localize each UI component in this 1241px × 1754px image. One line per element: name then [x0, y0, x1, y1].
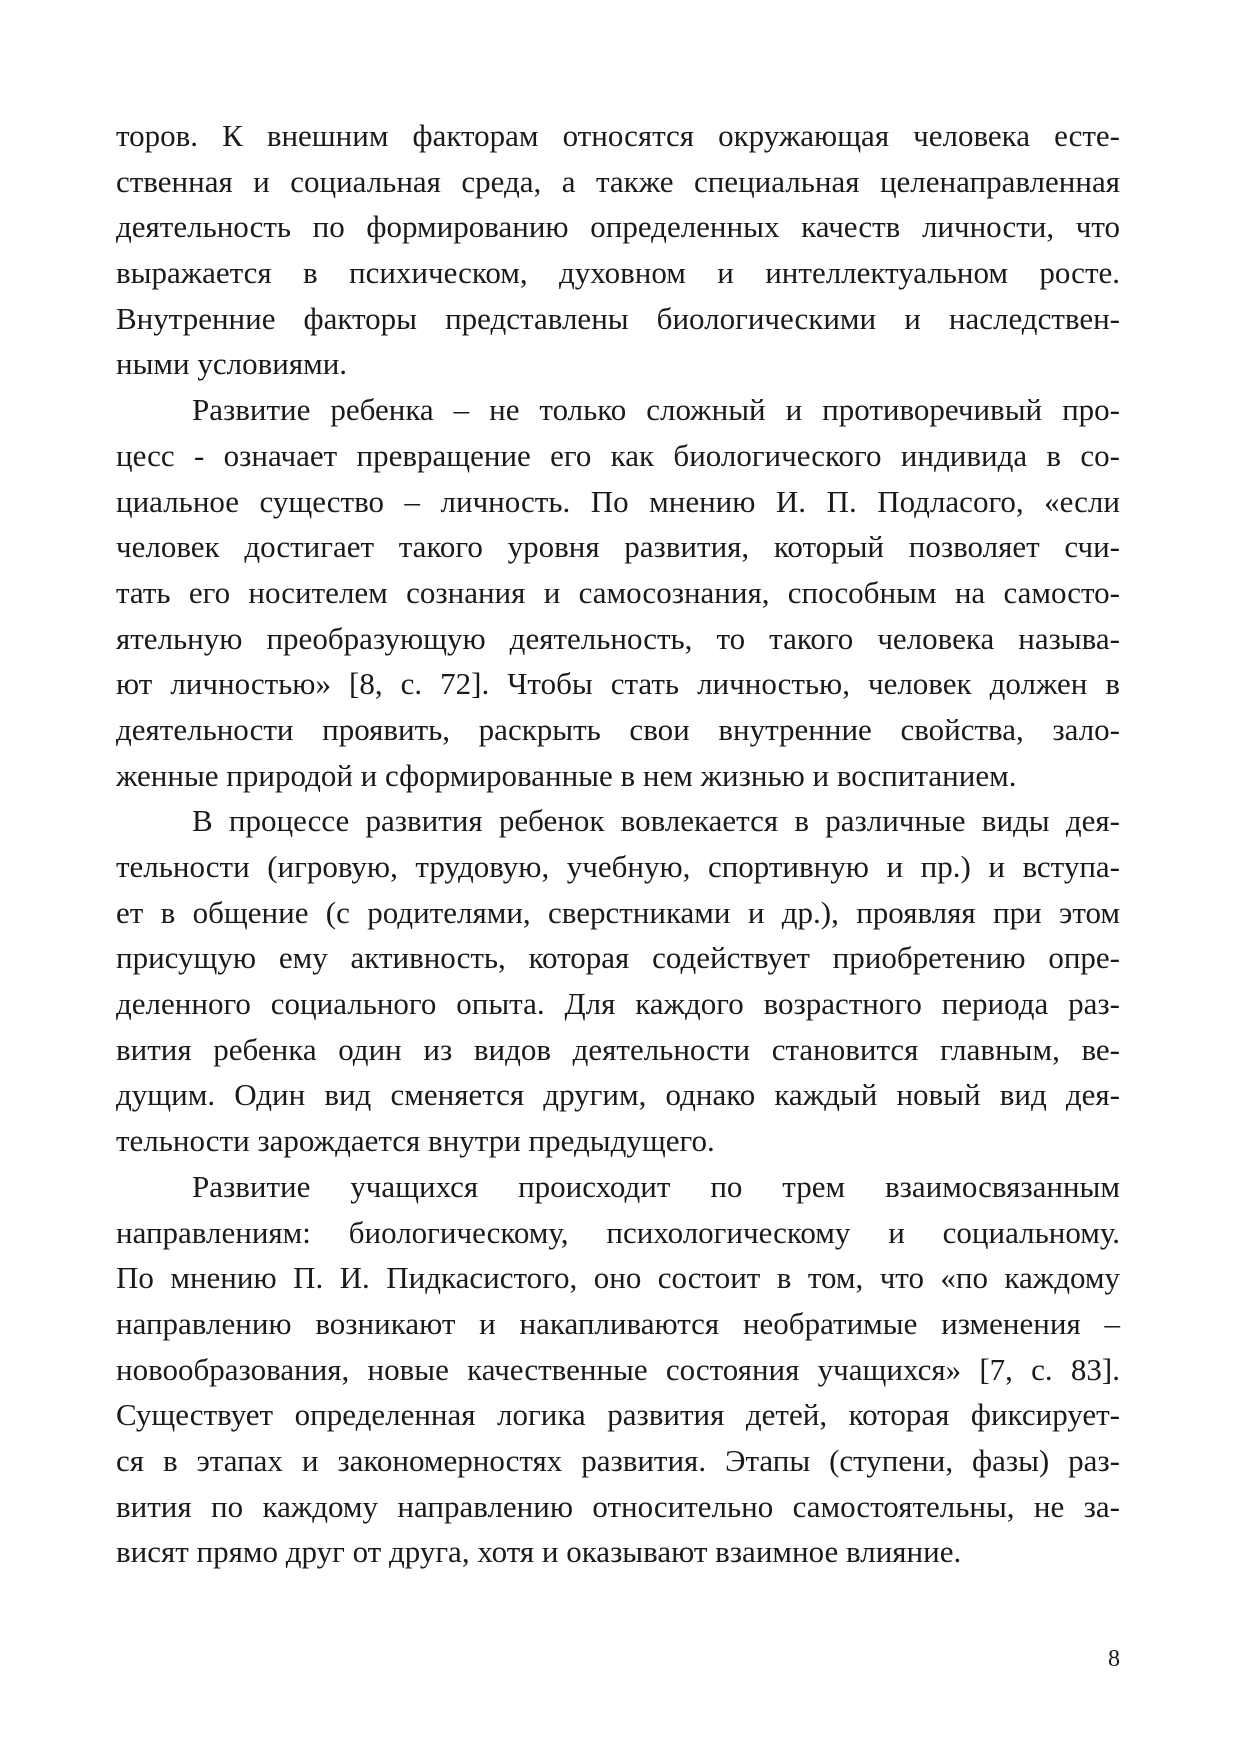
text-line: направлениям: биологическому, психологическому и социальному. — [116, 1214, 1120, 1250]
text-line: ся в этапах и закономерностях развития. Этапы (ступени, фазы) раз- — [116, 1442, 1120, 1478]
text-line: висят прямо друг от друга, хотя и оказывают взаимное влияние. — [116, 1534, 962, 1570]
text-line: тельности зарождается внутри предыдущего. — [116, 1123, 715, 1159]
body-text — [116, 113, 1120, 1575]
text-line: присущую ему активность, которая содействует приобретению опре- — [116, 940, 1120, 976]
text-line: По мнению П. И. Пидкасистого, оно состоит в том, что «по каждому — [116, 1260, 1120, 1296]
text-line: тельности (игровую, трудовую, учебную, спортивную и пр.) и вступа- — [116, 849, 1120, 884]
text-line: ют личностью» [8, с. 72]. Чтобы стать личностью, человек должен в — [116, 666, 1120, 702]
text-line: ятельную преобразующую деятельность, то такого человека называ- — [116, 620, 1120, 656]
text-line: тать его носителем сознания и самосознания, способным на самосто- — [116, 574, 1120, 610]
text-line: В процессе развития ребенок вовлекается в различные виды дея- — [192, 803, 1120, 839]
text-line: цесс - означает превращение его как биологического индивида в со- — [116, 437, 1120, 473]
text-line: ет в общение (с родителями, сверстниками и др.), проявляя при этом — [116, 894, 1120, 930]
text-line: человек достигает такого уровня развития, который позволяет счи- — [116, 529, 1120, 565]
text-line: дущим. Один вид сменяется другим, однако каждый новый вид дея- — [116, 1077, 1120, 1113]
text-line: ственная и социальная среда, а также специальная целенаправленная — [116, 163, 1120, 199]
text-line: деятельность по формированию определенных качеств личности, что — [116, 209, 1120, 245]
text-line: новообразования, новые качественные состояния учащихся» [7, с. 83]. — [116, 1351, 1120, 1387]
text-line: вития ребенка один из видов деятельности становится главным, ве- — [116, 1031, 1120, 1067]
text-line: ными условиями. — [116, 346, 348, 382]
text-line: вития по каждому направлению относительно самостоятельны, не за- — [116, 1488, 1120, 1524]
text-line: Внутренние факторы представлены биологическими и наследствен- — [116, 300, 1120, 336]
text-line: деленного социального опыта. Для каждого возрастного периода раз- — [116, 986, 1120, 1022]
text-line: деятельности проявить, раскрыть свои внутренние свойства, зало- — [116, 711, 1120, 747]
page-number: 8 — [1108, 1646, 1120, 1672]
text-line: направлению возникают и накапливаются необратимые изменения – — [116, 1305, 1120, 1341]
text-line: Существует определенная логика развития детей, которая фиксирует- — [116, 1397, 1120, 1433]
text-line: Развитие учащихся происходит по трем взаимосвязанным — [192, 1168, 1120, 1204]
text-line: циальное существо – личность. По мнению И. П. Подласого, «если — [116, 483, 1120, 519]
text-line: торов. К внешним факторам относятся окружающая человека есте- — [116, 118, 1120, 153]
text-line: женные природой и сформированные в нем жизнью и воспитанием. — [116, 757, 1017, 793]
text-line: Развитие ребенка – не только сложный и противоречивый про- — [192, 392, 1120, 428]
text-line: выражается в психическом, духовном и интеллектуальном росте. — [116, 255, 1120, 291]
